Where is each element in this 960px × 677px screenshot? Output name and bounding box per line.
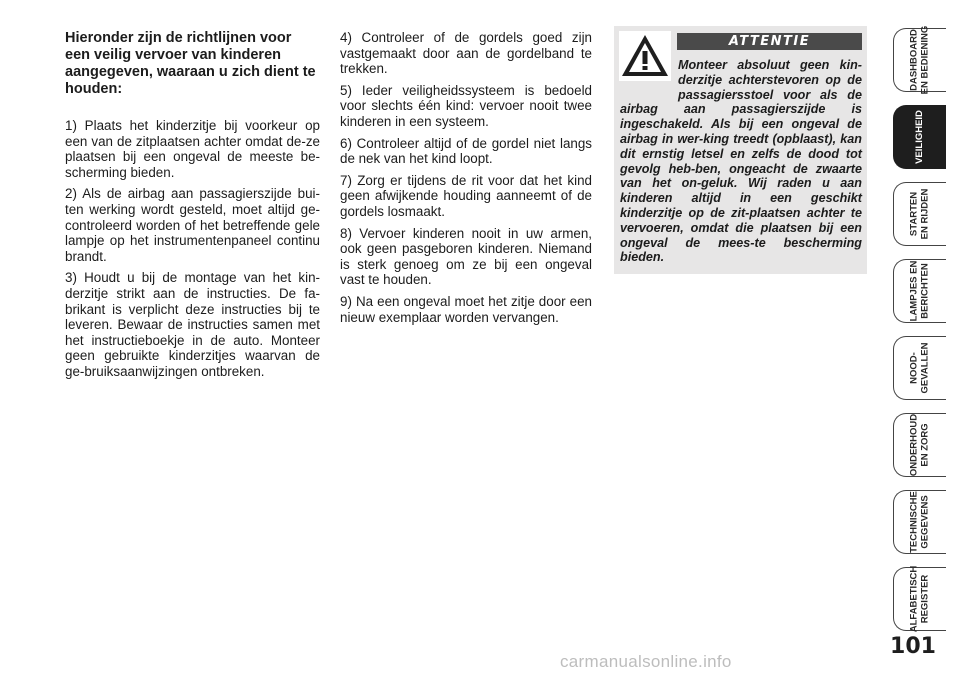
tab-label: TECHNISCHE GEGEVENS xyxy=(908,491,930,553)
tab-lampjes-en-berichten[interactable] xyxy=(893,259,946,323)
tab-label: LAMPJES EN BERICHTEN xyxy=(908,260,930,322)
tab-label: NOOD- GEVALLEN xyxy=(908,342,930,394)
instruction-item-7: 7) Zorg er tijdens de rit voor dat het kind geen afwijkende houding aanneemt of de gordels losmaakt. xyxy=(340,172,592,219)
tab-label: ONDERHOUD EN ZORG xyxy=(908,413,930,477)
tab-label: ALFABETISCH REGISTER xyxy=(908,565,930,633)
tab-label: DASHBOARD EN BEDIENING xyxy=(908,25,930,95)
middle-column xyxy=(340,30,592,331)
page-number: 101 xyxy=(890,634,936,659)
instruction-item-9: 9) Na een ongeval moet het zitje door een nieuw exemplaar worden vervangen. xyxy=(340,293,592,325)
tab-alfabetisch-register[interactable] xyxy=(893,567,946,631)
instruction-item-2: 2) Als de airbag aan passagierszijde bui-ten werking wordt gesteld, moet altijd ge-controleerd worden of het betreffende gele lampje op het instrumentenpaneel continu brandt. xyxy=(65,186,320,264)
instruction-item-6: 6) Controleer altijd of de gordel niet langs de nek van het kind loopt. xyxy=(340,135,592,167)
instruction-item-8: 8) Vervoer kinderen nooit in uw armen, ook geen pasgeboren kinderen. Niemand is sterk genoeg om ze bij een ongeval vast te houden. xyxy=(340,225,592,288)
instruction-item-1: 1) Plaats het kinderzitje bij voorkeur op een van de zitplaatsen achter omdat de-ze plaatsen bij een ongeval de meeste be-scherming bieden. xyxy=(65,118,320,180)
left-column xyxy=(65,30,320,386)
tab-dashboard-en-bediening[interactable] xyxy=(893,25,946,95)
warning-text: Monteer absoluut geen kin-derzitje achterstevoren op de passagiersstoel voor als de airbag aan passagierszijde is ingeschakeld. Als bij een ongeval de airbag in wer-king treedt (opblaast), kan dit ernstig letsel en zelfs de dood tot gevolg heb-ben, ongeacht de zwaarte van het on-geluk. Wij raden u aan kinderen altijd in een geschikt kinderzitje op de zit-plaatsen achter te vervoeren, omdat die plaatsen bij een ongeval de mees-te bescherming bieden. xyxy=(620,58,862,265)
tab-technische-gegevens[interactable] xyxy=(893,490,946,554)
tab-label: STARTEN EN RIJDEN xyxy=(908,188,930,240)
watermark: carmanualsonline.info xyxy=(560,652,732,671)
tab-noodgevallen[interactable] xyxy=(893,336,946,400)
attentie-label: ATTENTIE xyxy=(677,33,862,50)
tab-onderhoud-en-zorg[interactable] xyxy=(893,413,946,477)
instruction-item-5: 5) Ieder veiligheidssysteem is bedoeld voor slechts één kind: vervoer nooit twee kinderen in een systeem. xyxy=(340,82,592,129)
section-heading: Hieronder zijn de richtlijnen voor een veilig vervoer van kinderen aangegeven, waaraan u zich dient te houden: xyxy=(65,30,316,97)
tab-veiligheid[interactable] xyxy=(893,105,946,169)
instruction-item-4: 4) Controleer of de gordels goed zijn vastgemaakt door aan de gordelband te trekken. xyxy=(340,30,592,77)
warning-text-block xyxy=(620,58,862,265)
instruction-item-3: 3) Houdt u bij de montage van het kin-derzitje strikt aan de instructies. De fa-brikant is verplicht deze instructies bij te leveren. Bewaar de instructies samen met het instructieboekje in de auto. Monteer geen gebruikte kinderzitjes waarvan de ge-bruiksaanwijzingen ontbreken. xyxy=(65,270,320,379)
tab-starten-en-rijden[interactable] xyxy=(893,182,946,246)
attentie-warning-box xyxy=(614,26,867,274)
tab-label: VEILIGHEID xyxy=(913,110,925,164)
